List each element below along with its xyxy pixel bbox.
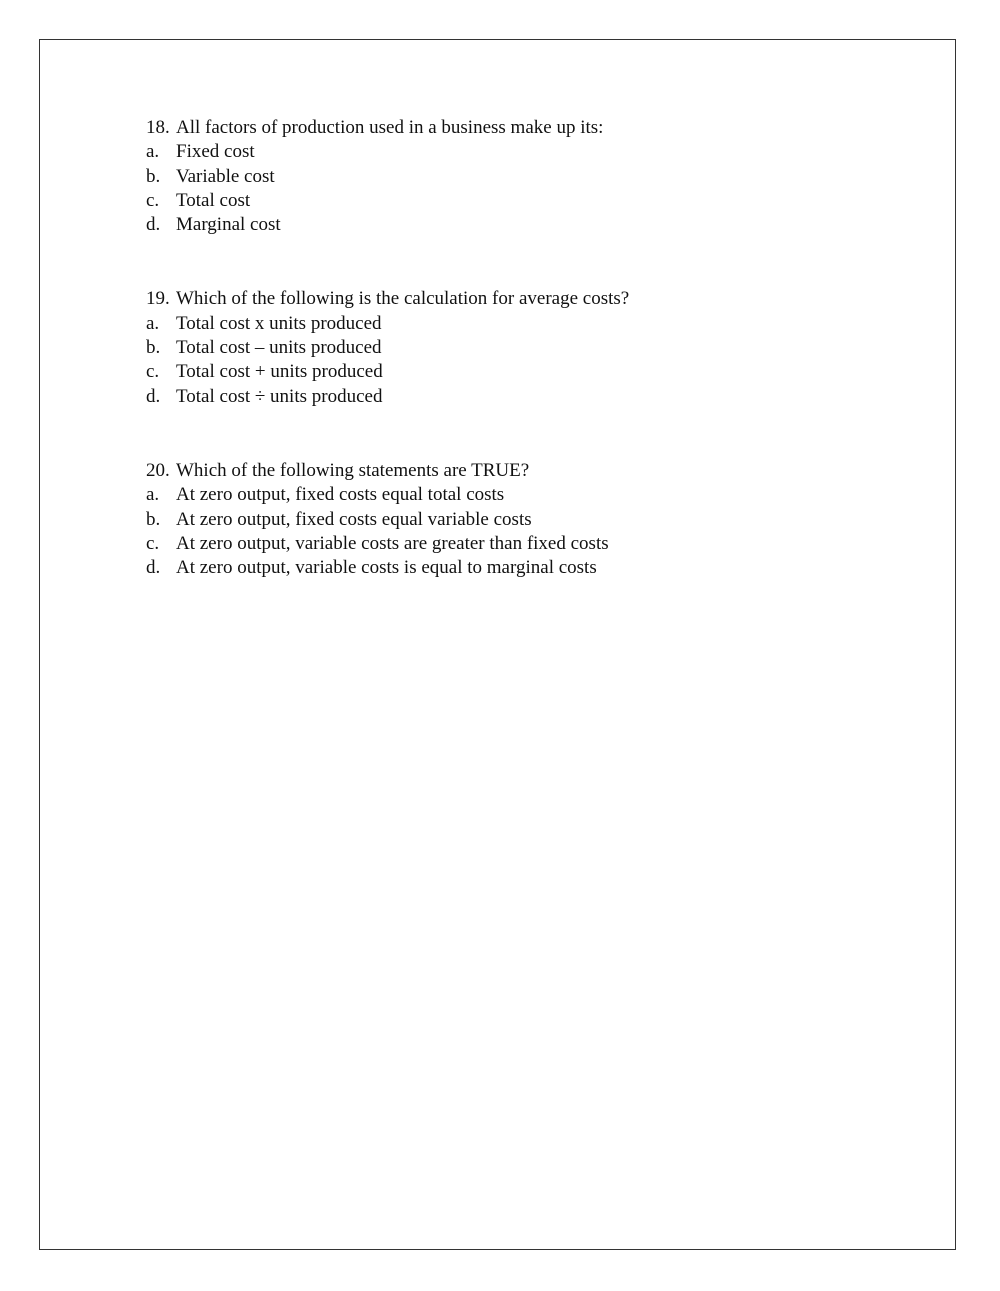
option-20-c[interactable] <box>146 532 906 556</box>
option-letter: b. <box>146 165 161 187</box>
option-letter: b. <box>146 337 161 359</box>
question-number: 19. <box>146 288 170 310</box>
option-18-a[interactable] <box>146 140 906 164</box>
option-19-a[interactable] <box>146 312 906 336</box>
question-number: 18. <box>146 117 170 138</box>
option-19-d[interactable] <box>146 385 906 409</box>
option-letter: d. <box>146 385 161 407</box>
option-text: Fixed cost <box>176 141 255 163</box>
option-letter: a. <box>146 312 160 334</box>
option-20-d[interactable] <box>146 556 906 580</box>
question-20-stem <box>146 459 906 483</box>
option-letter: c. <box>146 532 160 554</box>
question-text: Which of the following is the calculation for average costs? <box>176 288 630 310</box>
option-text: Total cost x units produced <box>176 312 382 334</box>
option-letter: c. <box>146 361 160 383</box>
option-18-c[interactable] <box>146 189 906 213</box>
option-text: Total cost <box>176 189 251 211</box>
option-18-b[interactable] <box>146 165 906 189</box>
option-20-b[interactable] <box>146 508 906 532</box>
option-18-d[interactable] <box>146 213 906 237</box>
option-19-c[interactable] <box>146 360 906 384</box>
question-19 <box>146 287 906 408</box>
question-20 <box>146 459 906 580</box>
option-text: Marginal cost <box>176 214 281 236</box>
option-20-a[interactable] <box>146 483 906 507</box>
question-list <box>146 116 906 630</box>
option-letter: b. <box>146 508 161 530</box>
option-text: At zero output, fixed costs equal variable costs <box>176 508 532 530</box>
option-text: At zero output, fixed costs equal total costs <box>176 484 505 506</box>
option-text: At zero output, variable costs are greater than fixed costs <box>176 532 609 554</box>
option-letter: c. <box>146 189 160 211</box>
option-text: Total cost – units produced <box>176 337 382 359</box>
option-19-b[interactable] <box>146 336 906 360</box>
question-text: Which of the following statements are TRUE? <box>176 459 530 481</box>
option-text: At zero output, variable costs is equal to marginal costs <box>176 557 597 579</box>
question-number: 20. <box>146 459 170 481</box>
question-text: All factors of production used in a business make up its: <box>176 117 604 138</box>
option-letter: a. <box>146 484 160 506</box>
question-18-stem <box>146 116 906 140</box>
option-letter: d. <box>146 214 161 236</box>
option-letter: d. <box>146 557 161 579</box>
option-letter: a. <box>146 141 160 163</box>
option-text: Variable cost <box>176 165 275 187</box>
option-text: Total cost ÷ units produced <box>176 385 383 407</box>
question-18 <box>146 116 906 237</box>
option-text: Total cost + units produced <box>176 361 383 383</box>
question-19-stem <box>146 287 906 311</box>
